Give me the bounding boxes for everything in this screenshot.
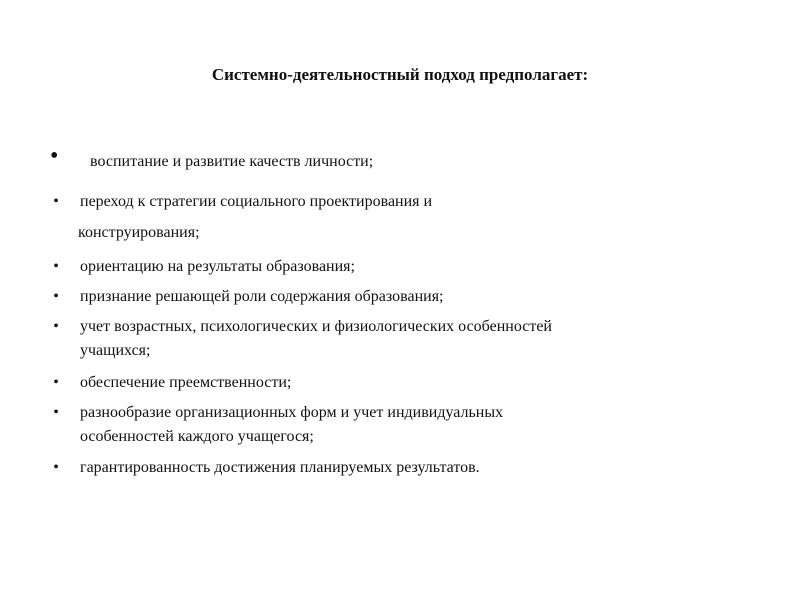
bullet-icon: • <box>53 404 59 421</box>
bullet-icon: • <box>53 459 59 476</box>
list-item-line: переход к стратегии социального проектирования и <box>80 193 433 210</box>
bullet-icon: • <box>53 374 59 391</box>
list-item-line: обеспечение преемственности; <box>80 374 292 391</box>
list-item-line: учащихся; <box>80 342 151 359</box>
list-item-line: конструирования; <box>78 224 200 241</box>
list-item-text <box>90 150 770 174</box>
bullet-icon: • <box>53 193 59 210</box>
bullet-icon: • <box>53 318 59 335</box>
list-item-text <box>80 285 760 309</box>
list-item-text <box>80 255 760 279</box>
list-item-line: признание решающей роли содержания образования; <box>80 288 444 305</box>
list-item-text <box>78 221 758 245</box>
list-item-text <box>80 371 760 395</box>
list-item-text <box>80 401 760 449</box>
bullet-icon: • <box>50 143 59 169</box>
list-item-line: ориентацию на результаты образования; <box>80 258 355 275</box>
list-item-line: учет возрастных, психологических и физиологических особенностей <box>80 318 552 335</box>
bullet-icon: • <box>53 288 59 305</box>
list-item-text <box>80 456 760 480</box>
list-item-line: разнообразие организационных форм и учет индивидуальных <box>80 404 504 421</box>
slide-title: Системно-деятельностный подход предполагает: <box>211 65 589 84</box>
list-item-line: особенностей каждого учащегося; <box>80 428 314 445</box>
list-item-text <box>80 190 760 214</box>
list-item-line: воспитание и развитие качеств личности; <box>90 153 374 170</box>
list-item-line: гарантированность достижения планируемых результатов. <box>80 459 480 476</box>
bullet-icon: • <box>53 258 59 275</box>
list-item-text <box>80 315 760 363</box>
